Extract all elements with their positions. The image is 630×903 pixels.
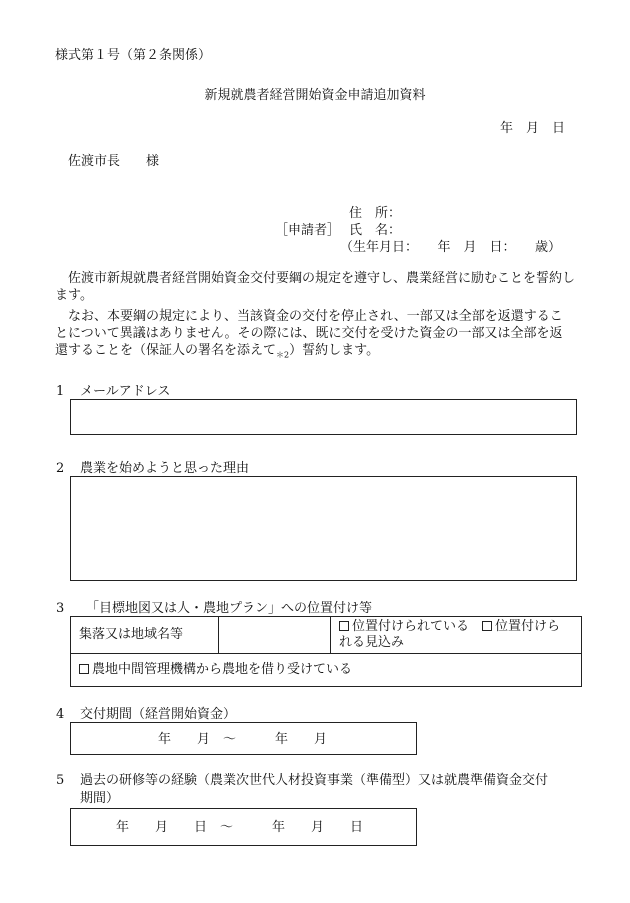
expected-label: 位置付けられる見込み	[339, 619, 561, 650]
name-label: 氏 名：	[349, 223, 402, 238]
farmland-bank-checkbox[interactable]	[79, 664, 89, 674]
section-2-number: 2	[56, 461, 65, 476]
section-5-title-line-1: 過去の研修等の経験（農業次世代人材投資事業（準備型）又は就農準備資金交付	[80, 773, 549, 788]
expected-checkbox[interactable]	[482, 621, 492, 631]
address-label: 住 所：	[349, 206, 402, 221]
section-1-title: メールアドレス	[80, 384, 171, 399]
section-4-number: 4	[56, 707, 65, 722]
date-line: 年 月 日	[500, 121, 566, 136]
addressee: 佐渡市長 様	[68, 154, 160, 169]
applicant-bracket-label: ［申請者］	[275, 223, 341, 238]
section-2-title: 農業を始めようと思った理由	[80, 461, 250, 476]
form-number: 様式第１号（第２条関係）	[55, 48, 212, 63]
pledge-paragraph-2: なお、本要綱の規定により、当該資金の交付を停止され、一部又は全部を返還することについて異議はありません。その際には、既に交付を受けた資金の一部又は全部を返還することを（保証人の署名を添えて$_{*2}$）誓約します。	[55, 309, 563, 360]
note-marker: ＊2	[276, 350, 290, 360]
plan-position-table	[70, 616, 582, 687]
reason-textarea[interactable]	[70, 476, 577, 581]
area-name-label: 集落又は地域名等	[71, 617, 219, 654]
birth-date-line: （生年月日： 年 月 日： 歳）	[340, 240, 562, 255]
section-5-number: 5	[56, 773, 65, 788]
section-3-number: 3	[56, 601, 65, 616]
plan-options-cell	[331, 617, 582, 654]
email-field[interactable]	[70, 399, 577, 435]
section-5-title-line-2: 期間）	[80, 791, 120, 806]
pledge-paragraph-1: 佐渡市新規就農者経営開始資金交付要綱の規定を遵守し、農業経営に励むことを誓約します。	[55, 271, 576, 303]
section-3-title: 「目標地図又は人・農地プラン」への位置付け等	[86, 601, 373, 616]
section-4-title: 交付期間（経営開始資金）	[80, 707, 237, 722]
farmland-bank-label: 農地中間管理機構から農地を借り受けている	[92, 662, 353, 678]
training-period-text: 年 月 日 ～ 年 月 日	[116, 820, 364, 835]
positioned-label: 位置付けられている	[352, 619, 470, 634]
grant-period-text: 年 月 ～ 年 月	[158, 732, 328, 747]
area-name-input[interactable]	[219, 617, 331, 654]
positioned-checkbox[interactable]	[339, 621, 349, 631]
page-title: 新規就農者経営開始資金申請追加資料	[204, 88, 426, 103]
farmland-bank-row	[71, 654, 582, 687]
section-1-number: 1	[56, 384, 65, 399]
